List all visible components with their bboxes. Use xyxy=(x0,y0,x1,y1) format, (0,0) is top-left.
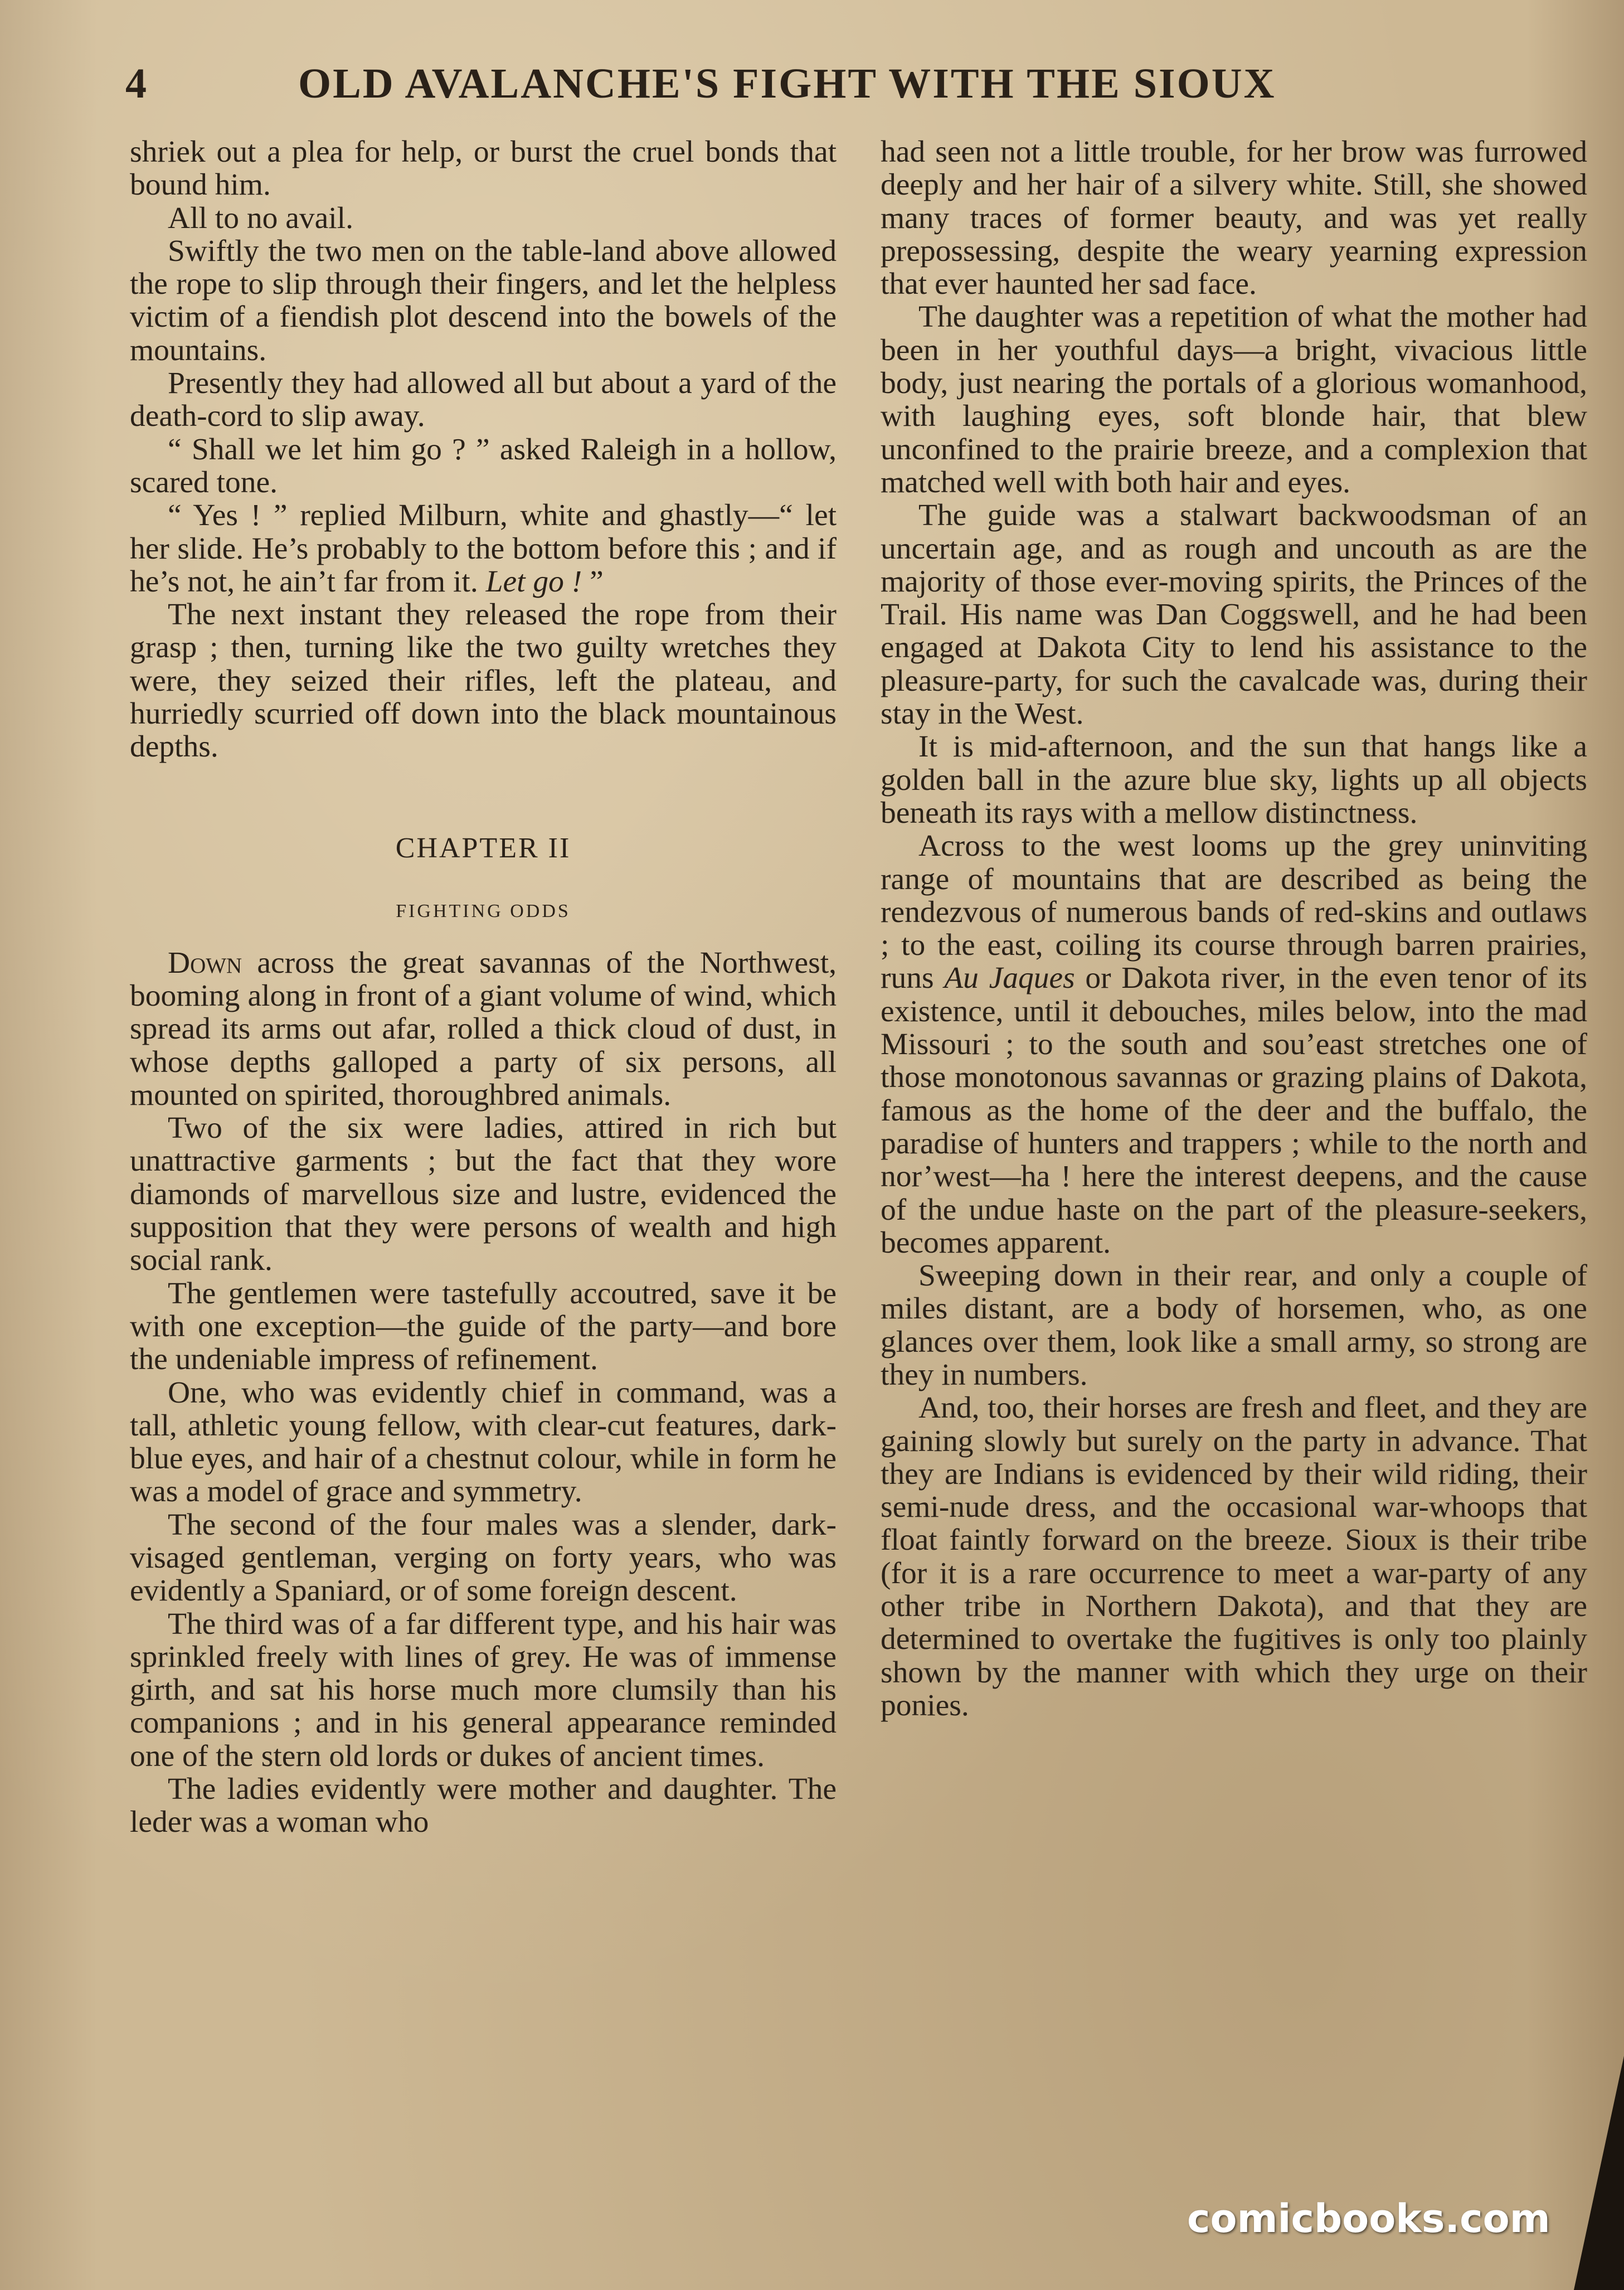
paragraph: The next instant they released the rope from their grasp ; then, turning like the two guilty wretches they were, they seized their rifles, left the plateau, and hurriedly scurried off down into the black mountainous depths. xyxy=(130,598,837,764)
paragraph: One, who was evidently chief in command, was a tall, athletic young fellow, with clear-cut features, dark-blue eyes, and hair of a chestnut colour, while in form he was a model of grace and symmetry. xyxy=(130,1375,837,1509)
left-column xyxy=(130,135,837,1839)
paragraph-text: Across to the west looms up the grey uninviting range of mountains that are described as being the rendezvous of numerous bands of red-skins and outlaws ; to the east, coiling its course through barren prairies, runs xyxy=(881,829,1587,996)
opening-word: Down xyxy=(168,945,242,980)
right-column xyxy=(881,135,1587,1722)
running-title: OLD AVALANCHE'S FIGHT WITH THE SIOUX xyxy=(298,60,1276,107)
paragraph: Two of the six were ladies, attired in rich but unattractive garments ; but the fact that they wore diamonds of marvellous size and lustre, evidenced the supposition that they were persons of wealth and high social rank. xyxy=(130,1111,837,1278)
paragraph: And, too, their horses are fresh and fleet, and they are gaining slowly but surely on the party in advance. That they are Indians is evidenced by their wild riding, their semi-nude dress, and the occasional war-whoops that float faintly forward on the breeze. Sioux is their tribe (for it is a rare occurrence to meet a war-party of any other tribe in Northern Dakota), and that they are determined to overtake the fugitives is only too plainly shown by the manner with which they urge on their ponies. xyxy=(881,1391,1587,1723)
paragraph: had seen not a little trouble, for her brow was furrowed deeply and her hair of a silvery white. Still, she showed many traces of former beauty, and was yet really prepossessing, despite the weary yearning expression that ever haunted her sad face. xyxy=(881,135,1587,302)
paragraph: The gentlemen were tastefully accoutred, save it be with one exception—the guide of the party—and bore the undeniable impress of refinement. xyxy=(130,1276,837,1377)
chapter-title: CHAPTER II xyxy=(395,832,571,864)
page-number: 4 xyxy=(125,60,147,107)
paragraph xyxy=(881,829,1587,1259)
italic-text: Au Jaques xyxy=(944,961,1075,996)
italic-text: Let go ! xyxy=(485,564,582,599)
page-header xyxy=(125,53,1586,120)
paragraph: The daughter was a repetition of what the mother had been in her youthful days—a bright, vivacious little body, just nearing the portals of a glorious womanhood, with laughing eyes, soft blonde hair, that blew unconfined to the prairie breeze, and a complexion that matched well with both hair and eyes. xyxy=(881,300,1587,499)
paragraph: Swiftly the two men on the table-land above allowed the rope to slip through their fingers, and let the helpless victim of a fiendish plot descend into the bowels of the mountains. xyxy=(130,234,837,367)
page-corner-shadow xyxy=(1574,2056,1624,2290)
paragraph: shriek out a plea for help, or burst the cruel bonds that bound him. xyxy=(130,135,837,202)
closing-quote: ” xyxy=(590,564,604,599)
paragraph: The guide was a stalwart backwoodsman of an uncertain age, and as rough and uncouth as are the majority of those ever-moving spirits, the Princes of the Trail. His name was Dan Coggswell, and he had been engaged at Dakota City to lend his assistance to the pleasure-party, for such the cavalcade was, during their stay in the West. xyxy=(881,498,1587,731)
paragraph: “ Shall we let him go ? ” asked Raleigh in a hollow, scared tone. xyxy=(130,432,837,499)
chapter-subtitle: FIGHTING ODDS xyxy=(396,900,571,921)
paragraph: It is mid-afternoon, and the sun that hangs like a golden ball in the azure blue sky, lights up all objects beneath its rays with a mellow distinctness. xyxy=(881,730,1587,830)
paragraph: Presently they had allowed all but about a yard of the death-cord to slip away. xyxy=(130,366,837,434)
paragraph: All to no avail. xyxy=(168,201,353,235)
paragraph: The ladies evidently were mother and daughter. The leder was a woman who xyxy=(130,1772,837,1840)
paragraph: The second of the four males was a slender, dark-visaged gentleman, verging on forty years, who was evidently a Spaniard, or of some foreign descent. xyxy=(130,1507,837,1608)
paragraph: Sweeping down in their rear, and only a couple of miles distant, are a body of horsemen, who, as one glances over them, look like a small army, so strong are they in numbers. xyxy=(881,1259,1587,1392)
paragraph xyxy=(130,499,837,598)
paragraph xyxy=(130,947,837,1112)
paragraph-text: “ Yes ! ” replied Milburn, white and ghastly—“ let her slide. He’s probably to the bottom before this ; and if he’s not, he ain’t far from it. xyxy=(130,498,837,599)
watermark: comicbooks.com xyxy=(1187,2196,1550,2242)
paragraph-text: or Dakota river, in the even tenor of its existence, until it debouches, miles below, into the mad Missouri ; to the south and sou’east stretches one of those monotonous savannas or grazing plains of Dakota, famous as the home of the deer and the buffalo, the paradise of hunters and trappers ; while to the north and nor’west—ha ! here the interest deepens, and the cause of the undue haste on the part of the pleasure-seekers, becomes apparent. xyxy=(881,961,1587,1260)
paragraph-text: across the great savannas of the Northwest, booming along in front of a giant volume of wind, which spread its arms out afar, rolled a thick cloud of dust, in whose depths galloped a party of six persons, all mounted on spirited, thoroughbred animals. xyxy=(130,945,837,1112)
paragraph: The third was of a far different type, and his hair was sprinkled freely with lines of grey. He was of immense girth, and sat his horse much more clumsily than his companions ; and in his general appearance reminded one of the stern old lords or dukes of ancient times. xyxy=(130,1607,837,1773)
